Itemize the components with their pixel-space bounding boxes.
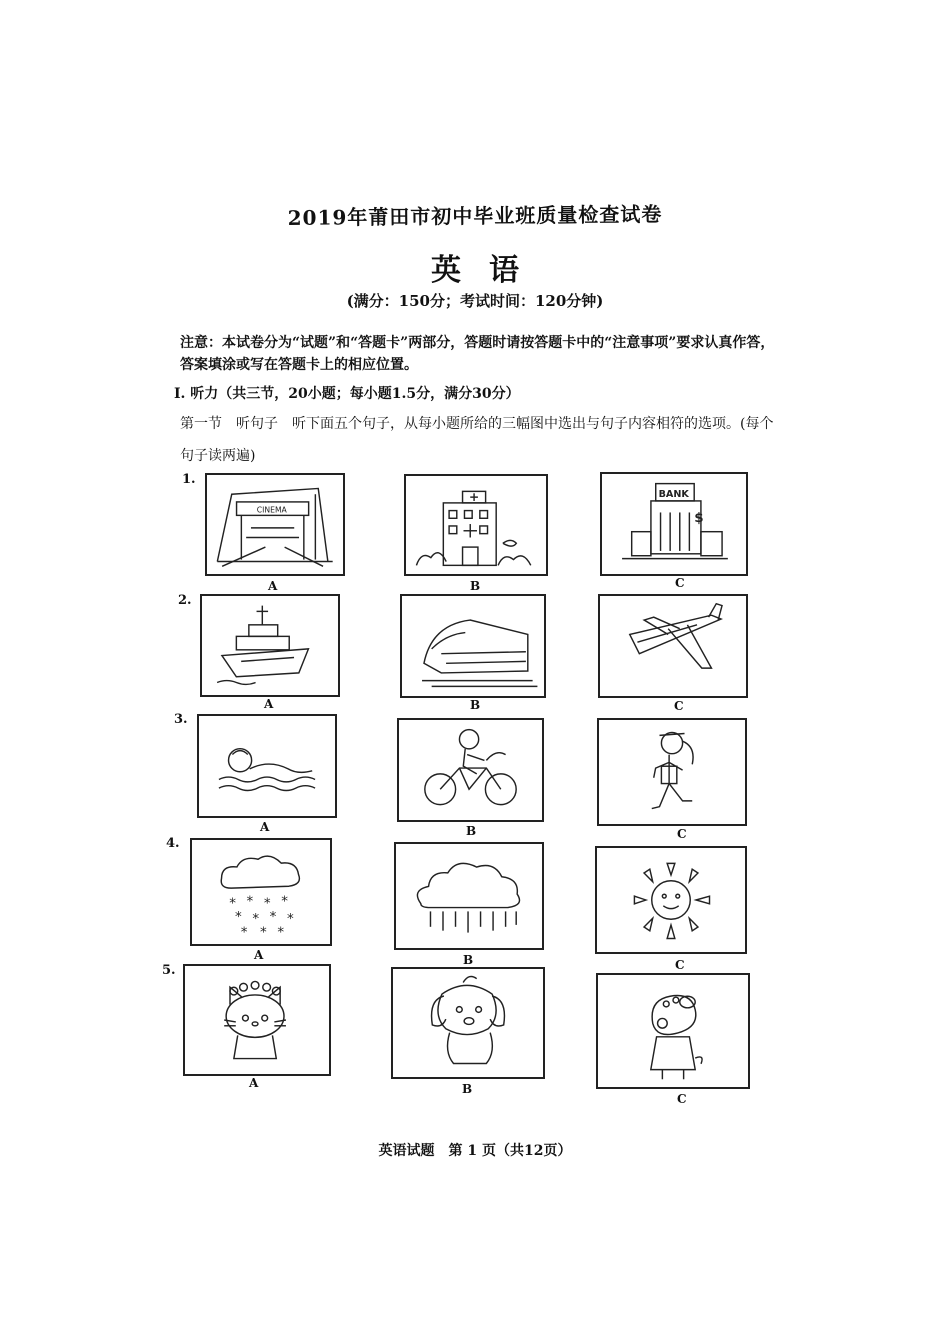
ship-icon [202,596,338,695]
option-c-label: C [675,958,685,972]
option-c-label: C [674,699,684,713]
bank-icon [602,474,746,574]
option-a-label: A [254,948,264,962]
cycling-icon [399,720,542,820]
svg-text:$: $ [694,511,704,527]
notice-text: 注意：本试卷分为“试题”和“答题卡”两部分，答题时请按答题卡中的“注意事项”要求认真作答，答案填涂或写在答题卡上的相应位置。 [180,335,775,373]
svg-text:*: * [281,893,288,910]
score-info: (满分：150分；考试时间：120分钟) [346,292,604,310]
bank-sign: BANK [658,489,689,501]
snow-icon [192,840,330,944]
kitty-icon [185,966,329,1074]
svg-text:*: * [287,910,294,927]
option-a-label: A [249,1076,259,1090]
svg-text:*: * [252,910,260,927]
train-icon [402,596,544,696]
option-b-label: B [462,1082,473,1096]
svg-text:*: * [263,895,271,912]
running-icon [599,720,745,824]
subject-title: 英语 [431,253,547,288]
swimming-icon [199,716,335,816]
svg-text:*: * [277,924,285,941]
question-number: 5. [162,963,176,978]
part-instruction: 第一节 听句子 听下面五个句子，从每小题所给的三幅图中选出与句子内容相符的选项。(每个句子读两遍) [180,416,774,464]
option-b-image[interactable] [397,718,544,822]
option-b-label: B [470,698,481,712]
option-b-label: B [470,579,481,593]
svg-text:*: * [260,924,267,941]
svg-text:*: * [269,908,277,925]
option-c-image[interactable] [596,973,750,1089]
option-a-image[interactable] [205,473,345,576]
option-c-image[interactable] [598,594,748,698]
option-a-label: A [264,697,274,711]
exam-title: 2019年莆田市初中毕业班质量检查试卷 [287,202,663,230]
option-c-label: C [677,827,687,841]
option-b-image[interactable] [394,842,544,950]
question-number: 1. [182,472,196,487]
cinema-sign: CINEMA [256,505,287,515]
option-c-label: C [675,576,685,590]
dog-icon [393,969,543,1077]
section-heading: I. 听力（共三节，20小题；每小题1.5分，满分30分） [174,386,520,402]
svg-text:*: * [240,924,248,941]
hospital-icon [406,476,546,574]
cinema-icon [207,475,343,574]
question-number: 3. [174,712,188,727]
option-a-image[interactable] [190,838,332,946]
svg-text:*: * [229,895,236,912]
plane-icon [600,596,746,696]
question-number: 2. [178,593,192,608]
option-c-image[interactable] [597,718,747,826]
option-b-label: B [463,953,474,967]
question-number: 4. [166,836,180,851]
option-c-label: C [677,1092,687,1106]
option-c-image[interactable] [600,472,748,576]
pig-icon [598,975,748,1087]
option-a-label: A [260,820,270,834]
svg-text:*: * [235,908,242,925]
option-b-image[interactable] [400,594,546,698]
option-b-image[interactable] [391,967,545,1079]
option-b-label: B [466,824,477,838]
option-a-image[interactable] [183,964,331,1076]
option-a-image[interactable] [197,714,337,818]
option-a-label: A [268,579,278,593]
option-a-image[interactable] [200,594,340,697]
page-footer: 英语试题 第 1 页（共12页） [378,1143,572,1159]
rain-icon [396,844,542,948]
sun-icon [597,848,745,952]
option-c-image[interactable] [595,846,747,954]
svg-text:*: * [246,893,254,910]
option-b-image[interactable] [404,474,548,576]
